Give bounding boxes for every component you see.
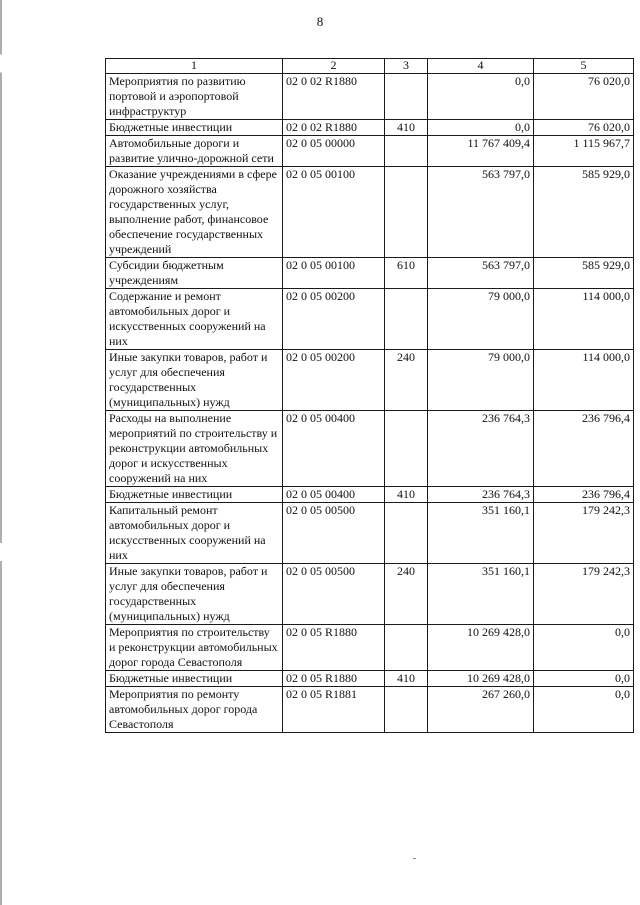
row-name: Содержание и ремонт автомобильных дорог и искусственных сооружений на них: [106, 289, 283, 350]
row-amount-col5: 114 000,0: [534, 350, 634, 411]
row-amount-col5: 236 796,4: [534, 487, 634, 503]
row-code: 02 0 05 R1881: [283, 687, 385, 733]
scan-speck: [413, 858, 416, 859]
row-expense-type: [385, 289, 428, 350]
row-amount-col4: 267 260,0: [428, 687, 534, 733]
header-col-1: 1: [106, 59, 283, 74]
row-expense-type: 410: [385, 671, 428, 687]
row-code: 02 0 05 00500: [283, 503, 385, 564]
row-name: Бюджетные инвестиции: [106, 671, 283, 687]
row-amount-col4: 236 764,3: [428, 411, 534, 487]
row-amount-col5: 1 115 967,7: [534, 136, 634, 167]
row-name: Автомобильные дороги и развитие улично-дорожной сети: [106, 136, 283, 167]
row-expense-type: 410: [385, 487, 428, 503]
row-amount-col4: 11 767 409,4: [428, 136, 534, 167]
header-col-4: 4: [428, 59, 534, 74]
row-expense-type: [385, 136, 428, 167]
row-amount-col4: 10 269 428,0: [428, 625, 534, 671]
row-name: Иные закупки товаров, работ и услуг для обеспечения государственных (муниципальных) нужд: [106, 564, 283, 625]
table-row: [106, 74, 634, 120]
row-code: 02 0 05 00200: [283, 350, 385, 411]
row-name: Бюджетные инвестиции: [106, 487, 283, 503]
table-row: [106, 350, 634, 411]
page-number: 8: [316, 14, 324, 29]
row-code: 02 0 05 00100: [283, 167, 385, 258]
budget-table: [105, 58, 634, 733]
row-amount-col5: 114 000,0: [534, 289, 634, 350]
row-code: 02 0 05 00400: [283, 487, 385, 503]
table-row: [106, 564, 634, 625]
row-amount-col5: 585 929,0: [534, 167, 634, 258]
row-name: Иные закупки товаров, работ и услуг для обеспечения государственных (муниципальных) нужд: [106, 350, 283, 411]
table-row: [106, 289, 634, 350]
row-name: Бюджетные инвестиции: [106, 120, 283, 136]
row-amount-col4: 0,0: [428, 74, 534, 120]
row-code: 02 0 05 00100: [283, 258, 385, 289]
row-name: Мероприятия по ремонту автомобильных дорог города Севастополя: [106, 687, 283, 733]
table-row: [106, 671, 634, 687]
row-code: 02 0 05 00400: [283, 411, 385, 487]
row-amount-col4: 563 797,0: [428, 167, 534, 258]
row-code: 02 0 05 R1880: [283, 625, 385, 671]
row-amount-col5: 0,0: [534, 671, 634, 687]
scan-edge-mark: [0, 0, 2, 905]
row-amount-col5: 585 929,0: [534, 258, 634, 289]
table-header-row: [106, 59, 634, 74]
row-expense-type: 240: [385, 350, 428, 411]
row-name: Оказание учреждениями в сфере дорожного хозяйства государственных услуг, выполнение работ, финансовое обеспечение государственных учреждений: [106, 167, 283, 258]
row-expense-type: 240: [385, 564, 428, 625]
header-col-2: 2: [283, 59, 385, 74]
table-row: [106, 487, 634, 503]
row-amount-col4: 351 160,1: [428, 503, 534, 564]
table-row: [106, 625, 634, 671]
row-code: 02 0 02 R1880: [283, 120, 385, 136]
row-name: Мероприятия по развитию портовой и аэропортовой инфраструктур: [106, 74, 283, 120]
row-amount-col5: 76 020,0: [534, 74, 634, 120]
row-amount-col5: 179 242,3: [534, 503, 634, 564]
row-amount-col5: 76 020,0: [534, 120, 634, 136]
table-row: [106, 411, 634, 487]
row-code: 02 0 05 R1880: [283, 671, 385, 687]
table-row: [106, 503, 634, 564]
row-code: 02 0 05 00500: [283, 564, 385, 625]
row-code: 02 0 05 00200: [283, 289, 385, 350]
row-expense-type: [385, 687, 428, 733]
table-row: [106, 687, 634, 733]
row-amount-col4: 0,0: [428, 120, 534, 136]
row-amount-col4: 236 764,3: [428, 487, 534, 503]
row-expense-type: [385, 411, 428, 487]
row-expense-type: 410: [385, 120, 428, 136]
header-col-5: 5: [534, 59, 634, 74]
row-name: Капитальный ремонт автомобильных дорог и искусственных сооружений на них: [106, 503, 283, 564]
table-row: [106, 258, 634, 289]
row-expense-type: [385, 167, 428, 258]
row-amount-col4: 10 269 428,0: [428, 671, 534, 687]
row-amount-col4: 79 000,0: [428, 350, 534, 411]
row-amount-col5: 0,0: [534, 687, 634, 733]
row-name: Субсидии бюджетным учреждениям: [106, 258, 283, 289]
table-row: [106, 120, 634, 136]
row-expense-type: [385, 74, 428, 120]
row-amount-col5: 236 796,4: [534, 411, 634, 487]
row-amount-col5: 179 242,3: [534, 564, 634, 625]
table-row: [106, 136, 634, 167]
row-expense-type: [385, 503, 428, 564]
row-amount-col4: 351 160,1: [428, 564, 534, 625]
row-code: 02 0 05 00000: [283, 136, 385, 167]
row-expense-type: 610: [385, 258, 428, 289]
row-expense-type: [385, 625, 428, 671]
row-name: Расходы на выполнение мероприятий по строительству и реконструкции автомобильных дорог и искусственных сооружений на них: [106, 411, 283, 487]
row-name: Мероприятия по строительству и реконструкции автомобильных дорог города Севастополя: [106, 625, 283, 671]
header-col-3: 3: [385, 59, 428, 74]
row-code: 02 0 02 R1880: [283, 74, 385, 120]
row-amount-col4: 563 797,0: [428, 258, 534, 289]
row-amount-col5: 0,0: [534, 625, 634, 671]
row-amount-col4: 79 000,0: [428, 289, 534, 350]
table-row: [106, 167, 634, 258]
